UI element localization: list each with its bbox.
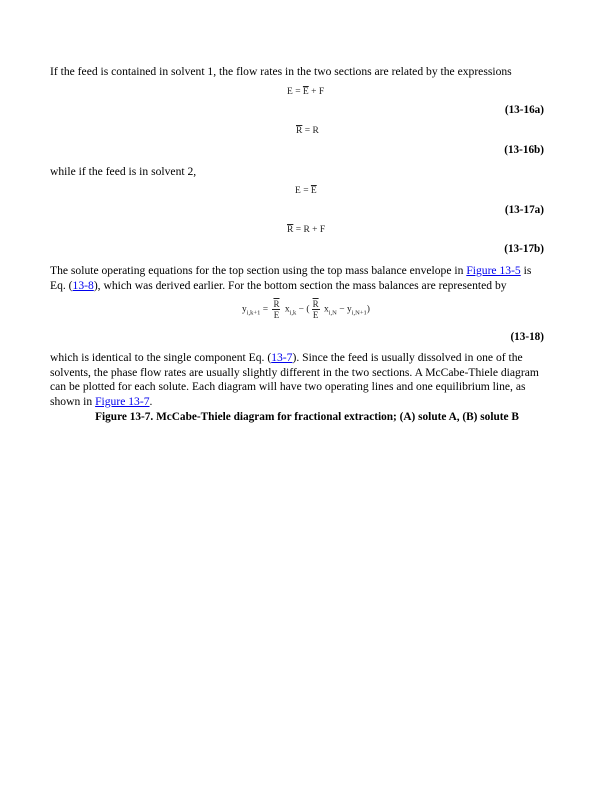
eq-13-7-link[interactable]: 13-7 (271, 351, 293, 364)
eq18-y-lhs: y (242, 304, 247, 315)
figure-13-5-link[interactable]: Figure 13-5 (466, 264, 521, 277)
eq18-x1: x (284, 304, 290, 315)
eq16a-equals: = (295, 87, 301, 97)
eq16b-rhs: R (312, 126, 319, 136)
eq-13-8-link[interactable]: 13-8 (72, 278, 94, 292)
eq16a-rhs2: F (318, 87, 325, 97)
equation-13-18 (242, 299, 370, 320)
eq18-y-lhs-subscript: i,k+1 (246, 309, 261, 317)
solvent-2-text: while if the feed is in solvent 2, (50, 165, 197, 178)
eq18-paren-close: ) (366, 304, 370, 315)
eq18-y2-subscript: i,N+1 (351, 309, 367, 317)
equation-number-13-17a: (13-17a) (504, 204, 544, 216)
equation-number-13-17b: (13-17b) (504, 243, 544, 255)
eq18-frac2-numerator: $\overline{R}$ (312, 299, 319, 309)
eq16a-rhs-bar: $\overline{E}$ (302, 87, 309, 97)
eq17b-rhs: R (303, 225, 310, 235)
intro-paragraph: If the feed is contained in solvent 1, the flow rates in the two sections are related by the expressions (50, 65, 512, 78)
eq17b-plus: + (312, 225, 318, 235)
eq18-y2: y (346, 304, 352, 315)
eq16a-plus: + (311, 87, 317, 97)
eq18-paren-open: ( (306, 304, 310, 315)
mccabe-thiele-paragraph (50, 351, 550, 409)
para2-text-mid: is Eq. ( (50, 264, 532, 292)
equation-13-17b (287, 225, 325, 235)
para3-text-pre: which is identical to the single component Eq. ( (50, 351, 272, 364)
eq17a-lhs: E (295, 186, 301, 196)
eq18-fraction-2 (312, 299, 320, 320)
eq16b-lhs-bar: $\overline{R}$ (296, 126, 303, 136)
eq18-frac1-numerator: $\overline{R}$ (273, 299, 280, 309)
eq17b-rhs2: F (319, 225, 326, 235)
figure-caption: Figure 13-7. McCabe-Thiele diagram for fractional extraction; (A) solute A, (B) solute B (95, 411, 519, 423)
figure-13-7-link[interactable]: Figure 13-7 (95, 394, 150, 408)
eq18-frac1-denominator: E (273, 310, 280, 320)
eq18-minus-2: − (339, 304, 345, 315)
eq18-x2-subscript: i,N (328, 309, 337, 317)
eq18-x1-subscript: i,k (289, 309, 297, 317)
eq18-equals: = (262, 304, 269, 315)
para3-text-post: . (149, 394, 153, 408)
equation-13-16a (287, 87, 324, 97)
eq17b-lhs-bar: $\overline{R}$ (287, 225, 294, 235)
eq18-fraction-1 (272, 299, 280, 320)
para3-text-mid: ). Since the feed is usually dissolved in one of the solvents, the phase flow rates are usually slightly different in the two sections. A McCabe-Thiele diagram can be plotted for each solute. Each diagram will have two operating lines and one equilibrium line, as shown in (50, 351, 539, 408)
operating-equations-paragraph (50, 264, 550, 293)
equation-13-17a (295, 186, 317, 196)
eq16b-equals: = (304, 126, 311, 136)
eq17b-equals: = (295, 225, 302, 235)
equation-number-13-16a: (13-16a) (504, 104, 544, 116)
equation-13-16b (296, 126, 319, 136)
para2-text-pre: The solute operating equations for the top section using the top mass balance envelope in (50, 264, 467, 277)
para2-text-post: ), which was derived earlier. For the bottom section the mass balances are represented by (93, 278, 507, 292)
eq17a-equals: = (303, 186, 309, 196)
eq18-frac2-denominator: E (312, 310, 319, 320)
equation-number-13-16b: (13-16b) (504, 144, 544, 156)
equation-number-13-18: (13-18) (510, 331, 544, 343)
eq18-x2: x (323, 304, 329, 315)
eq17a-rhs-bar: $\overline{E}$ (310, 186, 317, 196)
eq16a-lhs: E (287, 87, 293, 97)
eq18-minus: − (298, 304, 305, 315)
